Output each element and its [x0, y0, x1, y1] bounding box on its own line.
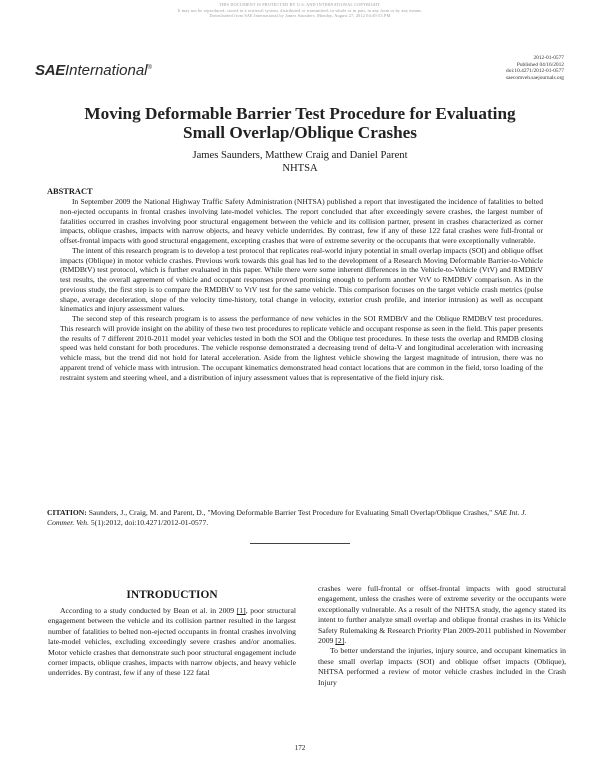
intro-text-a: According to a study conducted by Bean et al. in 2009	[60, 606, 237, 615]
watermark-line-3: Downloaded from SAE International by James Saunders, Monday, August 27, 2012 04:49:53 PM	[209, 13, 391, 19]
intro-right-text-a: crashes were full-frontal or offset-frontal impacts with good structural engagement, unless the crashes were of extreme severity or the occupants were exceptionally vulnerable. As a result of the NHTSA study, the agency stated its intent to further analyze small overlap and oblique frontal crashes in its Vehicle Safety Rulemaking & Research Priority Plan 2009-2011 published in November 2009	[318, 584, 566, 646]
intro-text-b: , poor structural engagement between the vehicle and its collision partner resulted in the largest number of fatalities to belted non-ejected occupants in frontal crashes involving late-model vehicles, excluding exceedingly severe crashes and/or anomalies. Motor vehicle crashes that demonstrate such poor structural engagement include corner impacts, oblique crashes, impacts with narrow objects, and heavy vehicle underrides. By contrast, few if any of these 122 fatal	[48, 606, 296, 678]
abstract-paragraph-1: In September 2009 the National Highway Traffic Safety Administration (NHTSA) published a report that investigated the incidence of fatalities to belted non-ejected occupants in frontal crashes involving late-model vehicles. The report concluded that after exceedingly severe crashes, the largest number of fatalities occurred in crashes involving poor structural engagement between the vehicle and its collision partner, present in crashes characterized as corner impacts, oblique crashes, impacts with narrow objects, and heavy vehicle underrides. By contrast, few if any of these 122 fatal crashes were full-frontal or offset-frontal impacts with good structural engagement, excepting crashes that were of extreme severity or the occupants that were exceptionally vulnerable.	[60, 197, 543, 245]
watermark-line-1: THIS DOCUMENT IS PROTECTED BY U.S. AND INTERNATIONAL COPYRIGHT.	[219, 2, 381, 7]
intro-right-text-b: .	[344, 636, 347, 646]
right-column-text	[318, 584, 566, 688]
page-number: 172	[294, 744, 306, 752]
abstract-paragraph-2: The intent of this research program is to develop a test protocol that replicates real-world injury potential in small overlap impacts (SOI) and oblique offset impacts (Oblique) in motor vehicle crashes. Previous work towards this goal has led to the development of a Research Moving Deformable Barrier-to-Vehicle (RMDBtV) test protocol, which is further evaluated in this paper. While there were some inherent differences in the Vehicle-to-Vehicle (VtV) and RMDBtV test results, the overall agreement of vehicle and occupant responses proved promising enough to perform another VtV to RMDBtV comparison. As in the previous study, the first step is to compare the RMDBtV to VtV test for the same vehicle. This comparison focuses on the target vehicle crash metrics (pulse shape, average deceleration, slope of the velocity time-history, total change in velocity, exterior crush profile, and interior intrusion) as well as occupant kinematics and injury assessment values.	[60, 245, 543, 314]
abstract-body	[60, 197, 543, 382]
abstract-paragraph-3: The second step of this research program is to assess the performance of new vehicles in the SOI RMDBtV and the Oblique RMDBtV test procedures. This research will provide insight on the ability of these two test procedures to replicate vehicle and occupant response as seen in the field. This paper presents the results of 7 different 2010-2011 model year vehicles tested in both the SOI and the Oblique test procedures. In these tests the overlap and RMDB closing speed was held constant for both procedures. The vehicle response demonstrated a decreasing trend of delta-V and longitudinal acceleration with increasing vehicle mass, but the trend did not hold for lateral acceleration. Aside from the lightest vehicle showing the largest magnitude of intrusion, there was no apparent trend of vehicle mass with intrusion. The occupant kinematics demonstrated head contact locations that are common in the field, torso loading of the restraint system and steering wheel, and a distribution of injury assessment values that is representative of the field injury risk.	[60, 314, 543, 382]
doi: doi:10.4271/2012-01-0577	[506, 68, 564, 75]
authors: James Saunders, Matthew Craig and Daniel Parent	[192, 150, 408, 161]
logo-international: International	[64, 62, 148, 79]
introduction-paragraph-1-continued	[318, 584, 566, 646]
citation-text: Saunders, J., Craig, M. and Parent, D., "Moving Deformable Barrier Test Procedure for Evaluating Small Overlap/Oblique Crashes,"	[86, 508, 495, 517]
copyright-watermark	[0, 2, 600, 19]
introduction-paragraph-1	[48, 606, 296, 679]
citation	[47, 508, 543, 527]
title-line-2: Small Overlap/Oblique Crashes	[183, 123, 417, 142]
right-column	[318, 584, 566, 688]
paper-title	[40, 104, 560, 142]
citation-tail: 5(1):2012, doi:10.4271/2012-01-0577.	[88, 517, 209, 527]
reference-link-2[interactable]: [2]	[335, 636, 345, 646]
left-column	[48, 588, 296, 679]
affiliation: NHTSA	[282, 163, 318, 174]
paper-number: 2012-01-0577	[533, 55, 564, 61]
logo-trademark: ®	[147, 65, 152, 71]
section-divider	[250, 543, 350, 544]
citation-label: CITATION:	[47, 508, 87, 517]
journal-website: saecomveh.saejournals.org	[506, 74, 564, 81]
title-line-1: Moving Deformable Barrier Test Procedure for Evaluating	[84, 104, 516, 123]
citation-journal: SAE Int. J. Commer. Veh.	[47, 508, 527, 527]
published-date: Published 04/16/2012	[516, 61, 564, 68]
logo-sae: SAE	[35, 62, 65, 79]
introduction-heading: INTRODUCTION	[126, 589, 218, 601]
introduction-paragraph-2: To better understand the injuries, injury source, and occupant kinematics in these small overlap impacts (SOI) and oblique offset impacts (Oblique), NHTSA performed a review of motor vehicle crashes included in the Crash Injury	[318, 646, 566, 687]
watermark-line-2: It may not be reproduced, stored in a retrieval system, distributed or transmitted, in whole or in part, in any form or by any means.	[177, 7, 423, 13]
paper-metadata	[506, 55, 564, 81]
abstract-heading: ABSTRACT	[47, 187, 93, 196]
reference-link-1[interactable]: [1]	[236, 606, 246, 615]
sae-international-logo	[35, 62, 152, 79]
